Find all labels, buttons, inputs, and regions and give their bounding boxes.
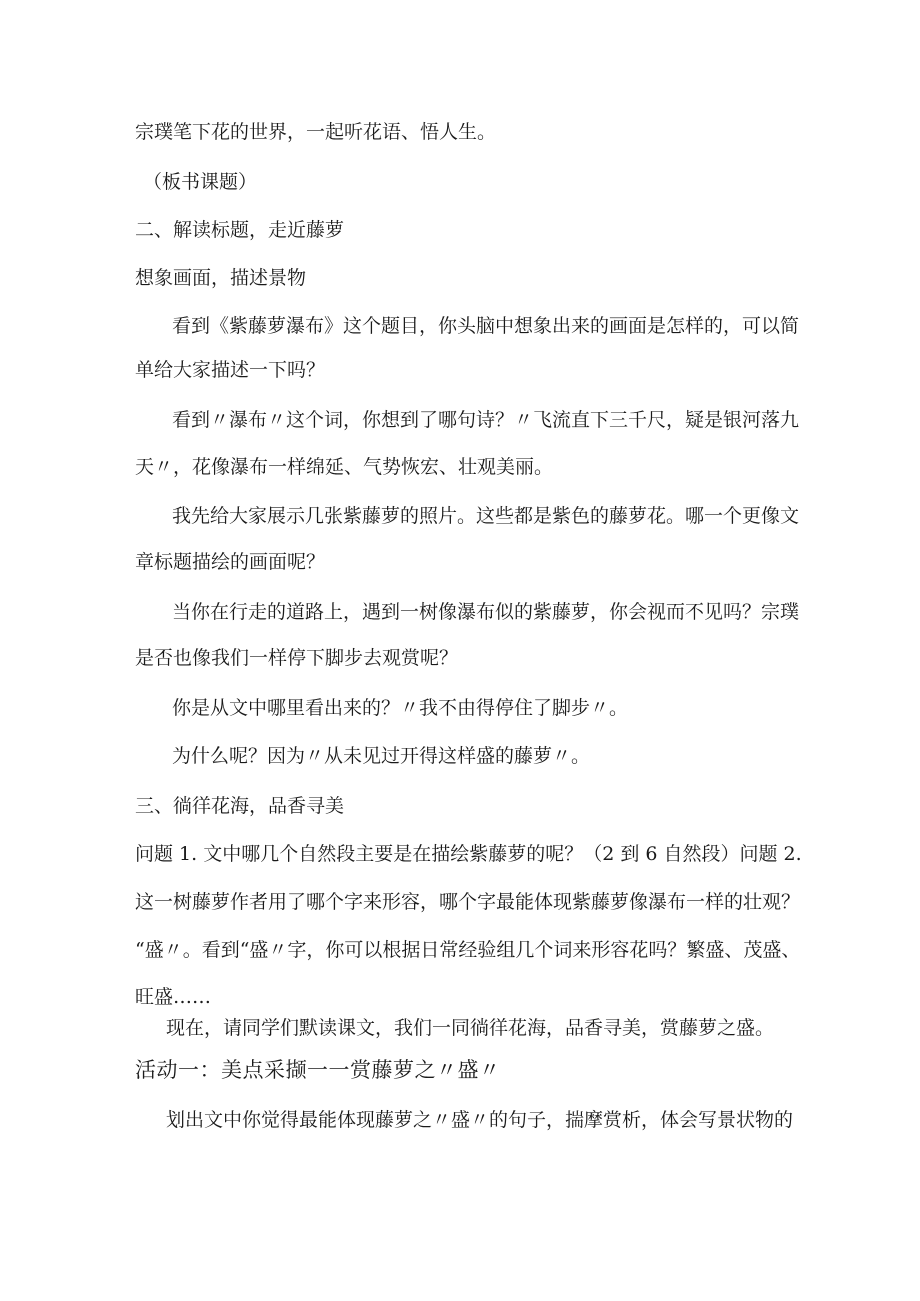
text-line: 天〃，花像瀑布一样绵延、气势恢宏、壮观美丽。 <box>135 456 554 478</box>
text-line: 单给大家描述一下吗？ <box>135 359 326 381</box>
text-line: 你是从文中哪里看出来的？〃我不由得停住了脚步〃。 <box>172 697 629 719</box>
text-line: 划出文中你觉得最能体现藤萝之〃盛〃的句子，揣摩赏析，体会写景状物的 <box>166 1109 794 1131</box>
activity-heading: 活动一：美点采撷一一赏藤萝之〃盛〃 <box>135 1058 501 1082</box>
text-line: 看到〃瀑布〃这个词，你想到了哪句诗？〃飞流直下三千尺，疑是银河落九 <box>172 409 800 431</box>
text-line: 旺盛…… <box>135 986 212 1008</box>
text-line: 章标题描绘的画面呢？ <box>135 551 326 573</box>
text-line: 这一树藤萝作者用了哪个字来形容，哪个字最能体现紫藤萝像瀑布一样的壮观？ <box>135 891 801 913</box>
section-heading: 三、徜徉花海，品香寻美 <box>135 795 345 817</box>
subheading: 想象画面，描述景物 <box>135 267 307 289</box>
text-line: 为什么呢？因为〃从未见过开得这样盛的藤萝〃。 <box>172 745 591 767</box>
text-line: （板书课题） <box>143 171 258 193</box>
text-line: “盛〃。看到“盛〃字，你可以根据日常经验组几个词来形容花吗？繁盛、茂盛、 <box>135 939 801 961</box>
text-line: 宗璞笔下花的世界，一起听花语、悟人生。 <box>135 121 497 143</box>
text-line: 我先给大家展示几张紫藤萝的照片。这些都是紫色的藤萝花。哪一个更像文 <box>172 505 800 527</box>
text-line: 现在，请同学们默读课文，我们一同徜徉花海，品香寻美，赏藤萝之盛。 <box>166 1017 775 1039</box>
text-line: 是否也像我们一样停下脚步去观赏呢？ <box>135 647 459 669</box>
text-line: 当你在行走的道路上，遇到一树像瀑布似的紫藤萝，你会视而不见吗？宗璞 <box>172 601 800 623</box>
text-line: 问题 1. 文中哪几个自然段主要是在描绘紫藤萝的呢？（2 到 6 自然段）问题 2. <box>135 843 802 865</box>
section-heading: 二、解读标题，走近藤萝 <box>135 219 345 241</box>
text-line: 看到《紫藤萝瀑布》这个题目，你头脑中想象出来的画面是怎样的，可以简 <box>172 315 800 337</box>
